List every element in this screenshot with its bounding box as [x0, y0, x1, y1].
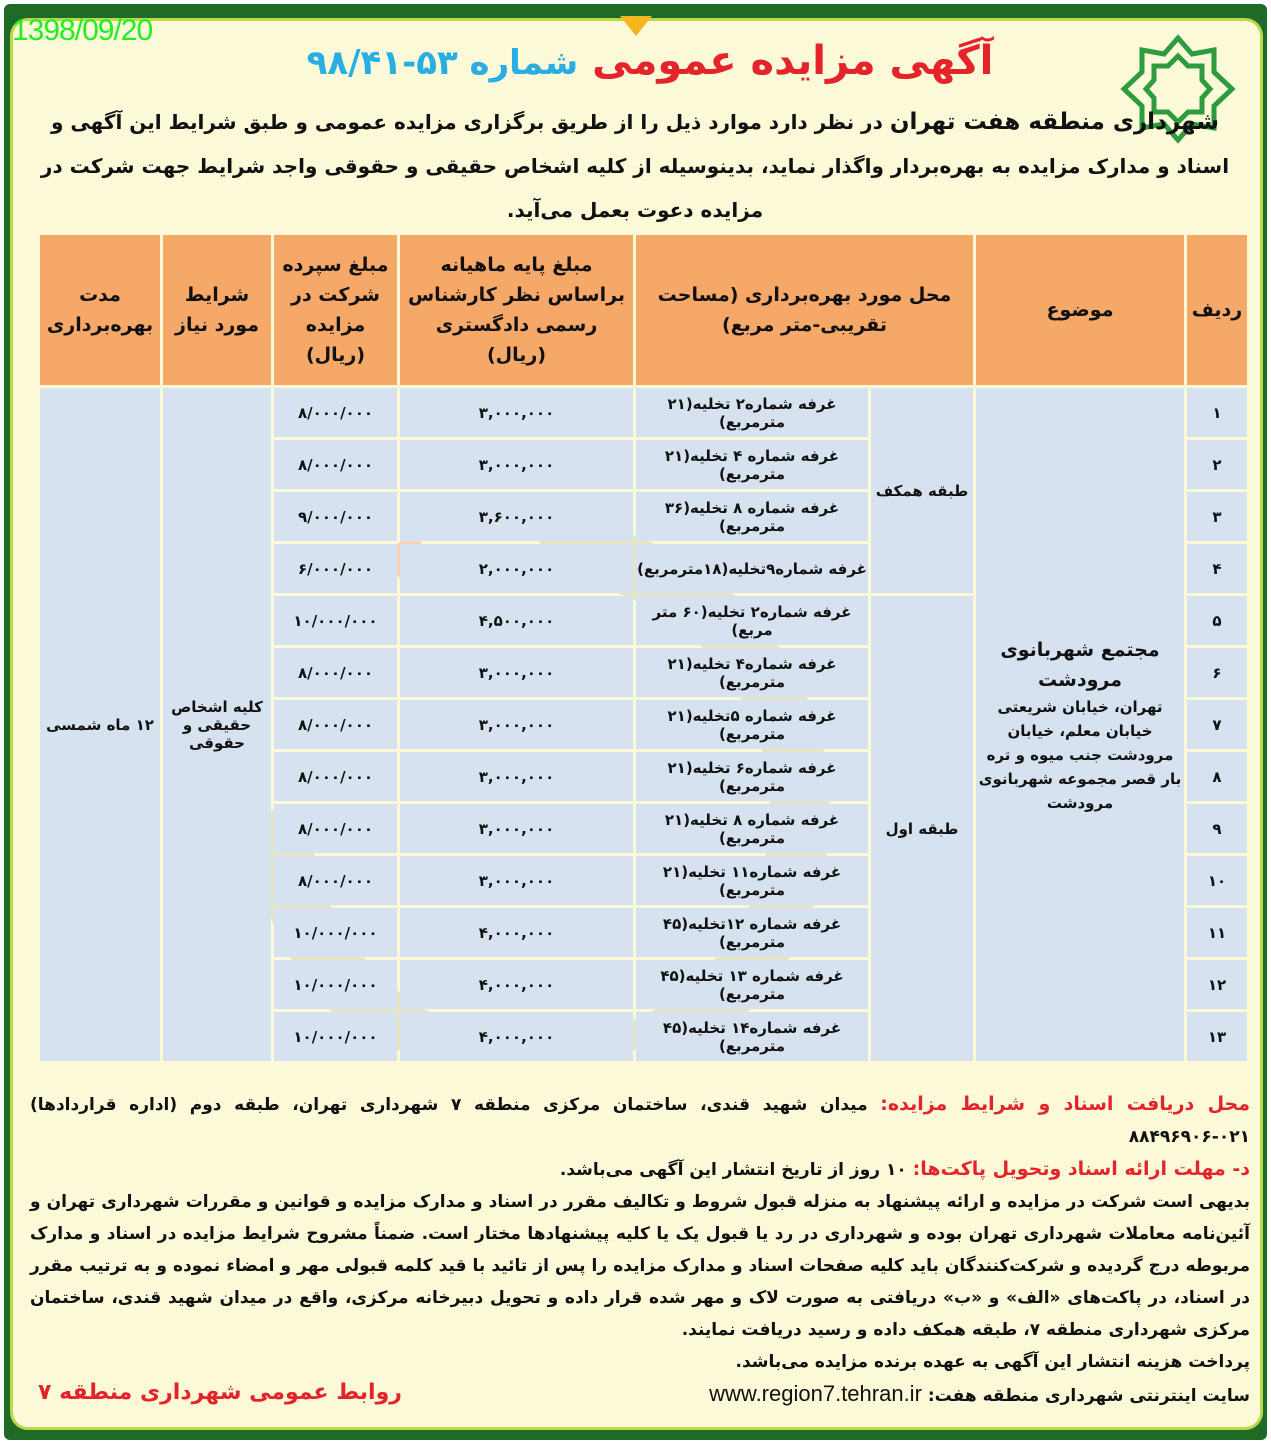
place-cell: غرفه شماره ۴ تخلیه(۲۱ مترمربع) — [636, 440, 868, 489]
base-price-cell: ۳,۰۰۰,۰۰۰ — [400, 440, 633, 489]
base-price-cell: ۴,۰۰۰,۰۰۰ — [400, 960, 633, 1009]
column-header: موضوع — [976, 235, 1184, 385]
deposit-cell: ۱۰/۰۰۰/۰۰۰ — [274, 960, 397, 1009]
row-number: ۳ — [1187, 492, 1247, 541]
place-cell: غرفه شماره ۵تخلیه(۲۱ مترمربع) — [636, 700, 868, 749]
base-price-cell: ۴,۰۰۰,۰۰۰ — [400, 908, 633, 957]
title-main: آگهی مزایده عمومی — [592, 38, 994, 84]
row-number: ۹ — [1187, 804, 1247, 853]
deposit-cell: ۱۰/۰۰۰/۰۰۰ — [274, 596, 397, 645]
base-price-cell: ۲,۰۰۰,۰۰۰ — [400, 544, 633, 593]
base-price-cell: ۳,۰۰۰,۰۰۰ — [400, 752, 633, 801]
site-url-link[interactable]: www.region7.tehran.ir — [709, 1381, 922, 1406]
base-price-cell: ۳,۰۰۰,۰۰۰ — [400, 856, 633, 905]
column-header: مدت بهره‌برداری — [40, 235, 160, 385]
title-number: شماره ۵۳-۹۸/۴۱ — [306, 43, 579, 83]
footer-text — [30, 1088, 1250, 1412]
column-header: شرایط مورد نیاز — [163, 235, 271, 385]
place-cell: غرفه شماره ۱۳ تخلیه(۴۵ مترمربع) — [636, 960, 868, 1009]
row-number: ۵ — [1187, 596, 1247, 645]
duration-cell: ۱۲ ماه شمسی — [40, 388, 160, 1061]
signature: روابط عمومی شهرداری منطقه ۷ — [38, 1380, 402, 1405]
site-label: سایت اینترنتی شهرداری منطقه هفت: — [927, 1386, 1250, 1406]
deposit-cell: ۶/۰۰۰/۰۰۰ — [274, 544, 397, 593]
place-cell: غرفه شماره۱۱ تخلیه(۲۱ مترمربع) — [636, 856, 868, 905]
floor-cell: طبقه همکف — [871, 388, 973, 593]
subject-title: مجتمع شهربانوی مرودشت — [1000, 638, 1160, 691]
place-cell: غرفه شماره۲ تخلیه(۶۰ متر مربع) — [636, 596, 868, 645]
base-price-cell: ۳,۰۰۰,۰۰۰ — [400, 804, 633, 853]
intro-paragraph — [40, 100, 1230, 232]
column-header: محل مورد بهره‌برداری (مساحت تقریبی-متر مربع) — [636, 235, 973, 385]
row-number: ۱۱ — [1187, 908, 1247, 957]
place-cell: غرفه شماره۹تخلیه(۱۸مترمربع) — [636, 544, 868, 593]
deposit-cell: ۸/۰۰۰/۰۰۰ — [274, 648, 397, 697]
place-cell: غرفه شماره ۱۲تخلیه(۴۵ مترمربع) — [636, 908, 868, 957]
column-header: مبلغ سپرده شرکت در مزایده (ریال) — [274, 235, 397, 385]
deposit-cell: ۹/۰۰۰/۰۰۰ — [274, 492, 397, 541]
marker-triangle-icon — [620, 16, 652, 36]
column-header: مبلغ پایه ماهیانه براساس نظر کارشناس رسمی دادگستری (ریال) — [400, 235, 633, 385]
column-header: ردیف — [1187, 235, 1247, 385]
requirements-cell: کلیه اشخاص حقیقی و حقوقی — [163, 388, 271, 1061]
table-row — [40, 388, 1247, 437]
deposit-cell: ۸/۰۰۰/۰۰۰ — [274, 700, 397, 749]
intro-org: شهرداری منطقه هفت تهران — [889, 109, 1219, 135]
docs-text: میدان شهید قندی، ساختمان مرکزی منطقه ۷ شهرداری تهران، طبقه دوم (اداره قراردادها) ۰۲۱-۸۸۴۹۶۹۰۶ — [30, 1095, 1250, 1147]
deposit-cell: ۸/۰۰۰/۰۰۰ — [274, 440, 397, 489]
row-number: ۱۲ — [1187, 960, 1247, 1009]
deposit-cell: ۸/۰۰۰/۰۰۰ — [274, 752, 397, 801]
row-number: ۱۳ — [1187, 1012, 1247, 1061]
row-number: ۷ — [1187, 700, 1247, 749]
row-number: ۲ — [1187, 440, 1247, 489]
deposit-cell: ۱۰/۰۰۰/۰۰۰ — [274, 1012, 397, 1061]
deadline-label: د- مهلت ارائه اسناد وتحویل پاکت‌ها: — [912, 1158, 1250, 1180]
deposit-cell: ۱۰/۰۰۰/۰۰۰ — [274, 908, 397, 957]
base-price-cell: ۴,۰۰۰,۰۰۰ — [400, 1012, 633, 1061]
row-number: ۸ — [1187, 752, 1247, 801]
deposit-cell: ۸/۰۰۰/۰۰۰ — [274, 388, 397, 437]
row-number: ۱ — [1187, 388, 1247, 437]
row-number: ۴ — [1187, 544, 1247, 593]
deposit-cell: ۸/۰۰۰/۰۰۰ — [274, 856, 397, 905]
ad-title — [300, 38, 1000, 84]
deadline-text: ۱۰ روز از تاریخ انتشار این آگهی می‌باشد. — [559, 1160, 907, 1180]
terms-paragraph: بدیهی است شرکت در مزایده و ارائه پیشنهاد به منزله قبول شروط و تکالیف مقرر در اسناد و مدارک مزایده و قوانین و مقررات شهرداری تهران و آئین‌نامه معاملات شهرداری تهران بوده و شهرداری در رد یا قبول یک یا کلیه پیشنهادها مختار است. ضمناً مشروح شرایط مزایده در اسناد و مدارک مربوطه درج گردیده و شرکت‌کنندگان باید کلیه صفحات اسناد و مدارک مزایده را پس از تائید با قید کلمه قبولی مهر و امضاء نموده و به ترتیب مقرر در اسناد، در پاکت‌های «الف» و «ب» دریافتی به صورت لاک و مهر شده قرار داده و تحویل دبیرخانه مرکزی، واقع در میدان شهید قندی، ساختمان مرکزی شهرداری منطقه ۷، طبقه همکف داده و رسید دریافت نمایند. — [30, 1192, 1250, 1340]
row-number: ۶ — [1187, 648, 1247, 697]
date-stamp: 1398/09/20 — [12, 14, 153, 47]
base-price-cell: ۳,۰۰۰,۰۰۰ — [400, 700, 633, 749]
base-price-cell: ۳,۶۰۰,۰۰۰ — [400, 492, 633, 541]
cost-note: پرداخت هزینه انتشار این آگهی به عهده برنده مزایده می‌باشد. — [735, 1352, 1250, 1372]
place-cell: غرفه شماره۶ تخلیه(۲۱ مترمربع) — [636, 752, 868, 801]
row-number: ۱۰ — [1187, 856, 1247, 905]
base-price-cell: ۴,۵۰۰,۰۰۰ — [400, 596, 633, 645]
place-cell: غرفه شماره۲ تخلیه(۲۱ مترمربع) — [636, 388, 868, 437]
intro-text: در نظر دارد موارد ذیل را از طریق برگزاری مزایده عمومی و طبق شرایط این آگهی و اسناد و مدارک مزایده به بهره‌بردار واگذار نماید، بدینوسیله از کلیه اشخاص حقیقی و حقوقی واجد شرایط جهت شرکت در مزایده دعوت بعمل می‌آید. — [40, 110, 1230, 222]
base-price-cell: ۳,۰۰۰,۰۰۰ — [400, 648, 633, 697]
place-cell: غرفه شماره۴ تخلیه(۲۱ مترمربع) — [636, 648, 868, 697]
place-cell: غرفه شماره۱۴ تخلیه(۴۵ مترمربع) — [636, 1012, 868, 1061]
deposit-cell: ۸/۰۰۰/۰۰۰ — [274, 804, 397, 853]
docs-label: محل دریافت اسناد و شرایط مزایده: — [880, 1093, 1250, 1115]
base-price-cell: ۳,۰۰۰,۰۰۰ — [400, 388, 633, 437]
subject-address: تهران، خیابان شریعتی خیابان معلم، خیابان مرودشت جنب میوه و تره بار قصر مجموعه شهربانوی مرودشت — [978, 697, 1182, 812]
floor-cell: طبقه اول — [871, 596, 973, 1061]
place-cell: غرفه شماره ۸ تخلیه(۳۶ مترمربع) — [636, 492, 868, 541]
auction-table — [37, 232, 1250, 1064]
place-cell: غرفه شماره ۸ تخلیه(۲۱ مترمربع) — [636, 804, 868, 853]
subject-cell — [976, 388, 1184, 1061]
